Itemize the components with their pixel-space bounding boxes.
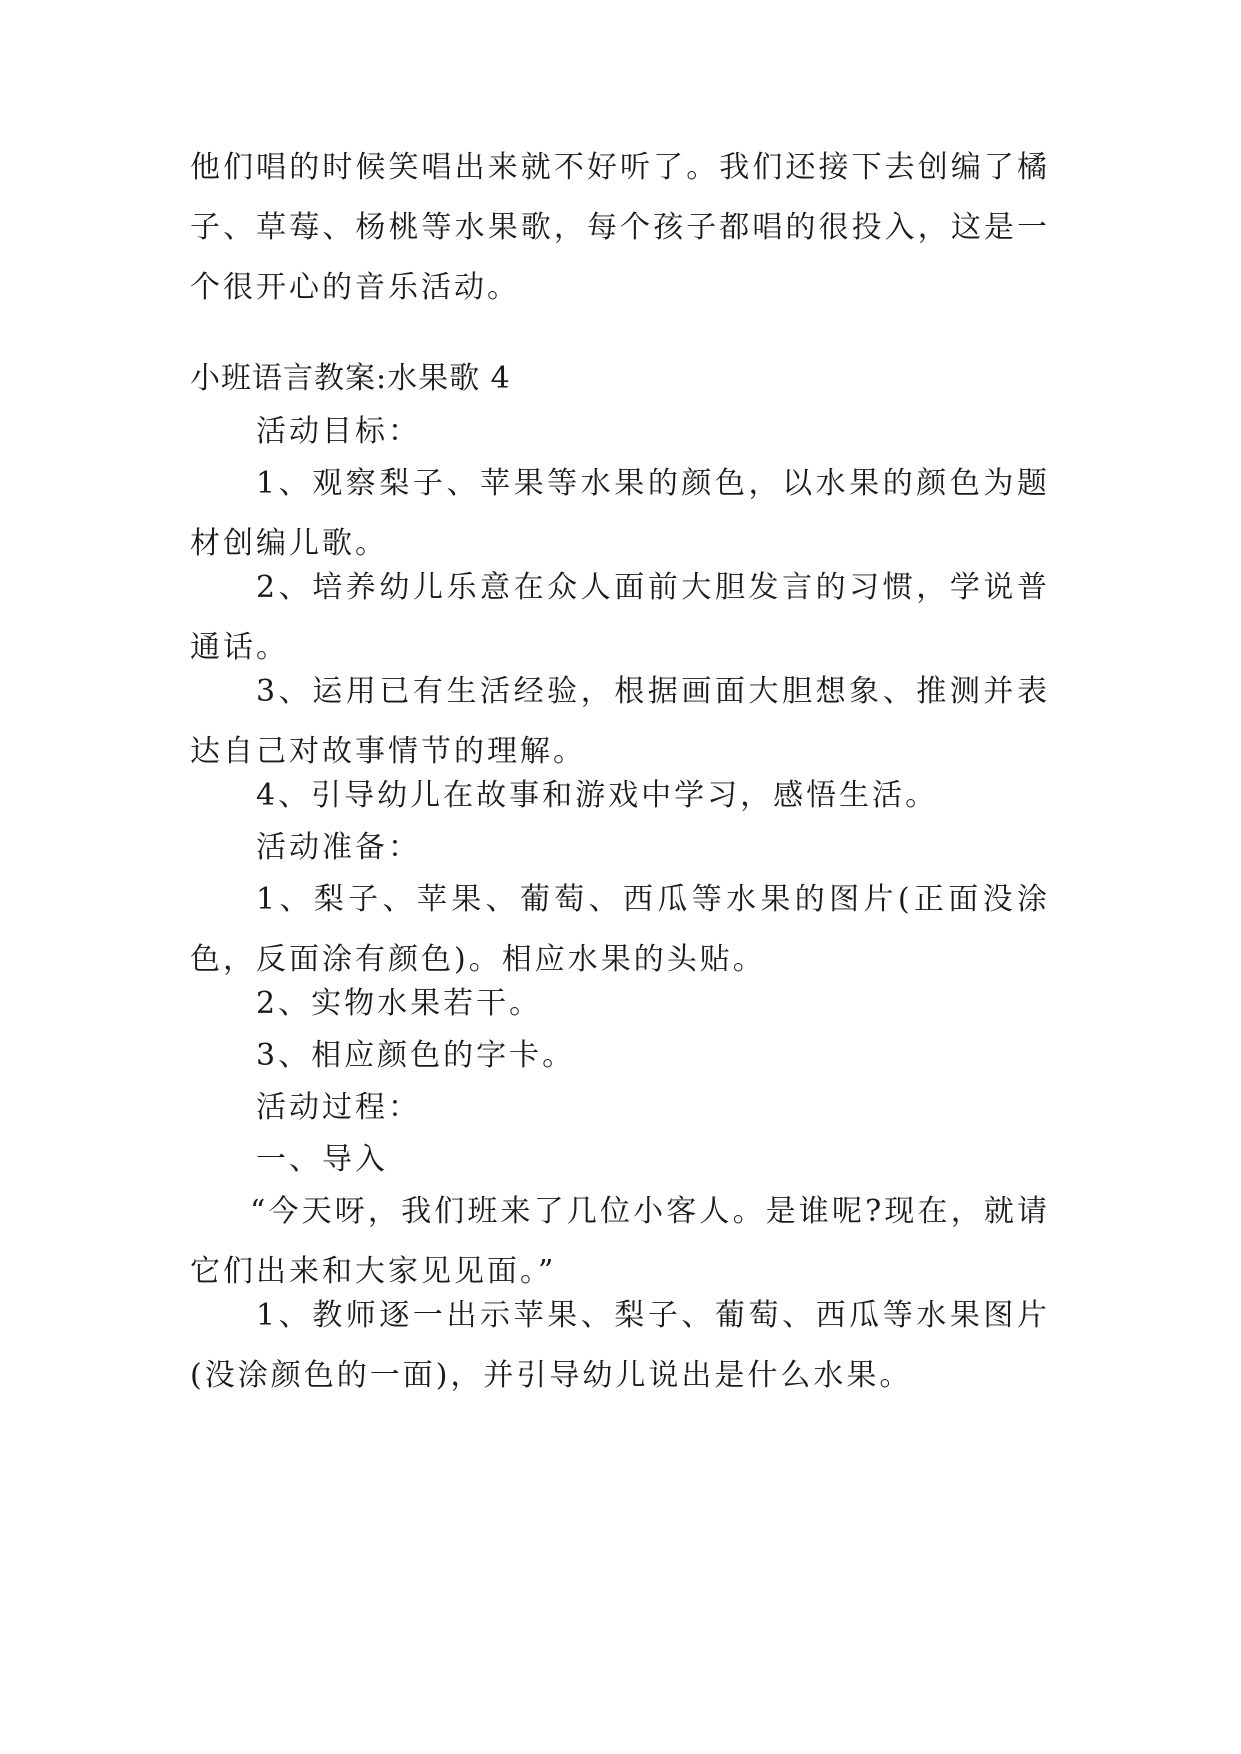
- goal-3-paragraph: 3、运用已有生活经验，根据画面大胆想象、推测并表达自己对故事情节的理解。: [190, 674, 1050, 769]
- prep-heading: 活动准备：: [256, 830, 421, 865]
- prep-2-paragraph: 2、实物水果若干。: [256, 986, 543, 1021]
- goal-2-paragraph: 2、培养幼儿乐意在众人面前大胆发言的习惯，学说普通话。: [190, 570, 1050, 665]
- step-heading: 一、导入: [256, 1142, 388, 1177]
- section-title: 小班语言教案:水果歌 4: [190, 361, 511, 396]
- step-1-paragraph: 1、教师逐一出示苹果、梨子、葡萄、西瓜等水果图片(没涂颜色的一面)，并引导幼儿说出是什么水果。: [190, 1298, 1050, 1393]
- process-heading: 活动过程：: [256, 1090, 421, 1125]
- prep-3-paragraph: 3、相应颜色的字卡。: [256, 1038, 576, 1073]
- goal-4-paragraph: 4、引导幼儿在故事和游戏中学习，感悟生活。: [256, 778, 939, 813]
- continuation-paragraph: 他们唱的时候笑唱出来就不好听了。我们还接下去创编了橘子、草莓、杨桃等水果歌，每个孩子都唱的很投入，这是一个很开心的音乐活动。: [190, 150, 1050, 305]
- quote-paragraph: “今天呀，我们班来了几位小客人。是谁呢?现在，就请它们出来和大家见见面。”: [190, 1194, 1050, 1289]
- goal-1-paragraph: 1、观察梨子、苹果等水果的颜色，以水果的颜色为题材创编儿歌。: [190, 466, 1050, 561]
- prep-1-paragraph: 1、梨子、苹果、葡萄、西瓜等水果的图片(正面没涂色，反面涂有颜色)。相应水果的头贴。: [190, 882, 1050, 977]
- goals-heading: 活动目标：: [256, 414, 421, 449]
